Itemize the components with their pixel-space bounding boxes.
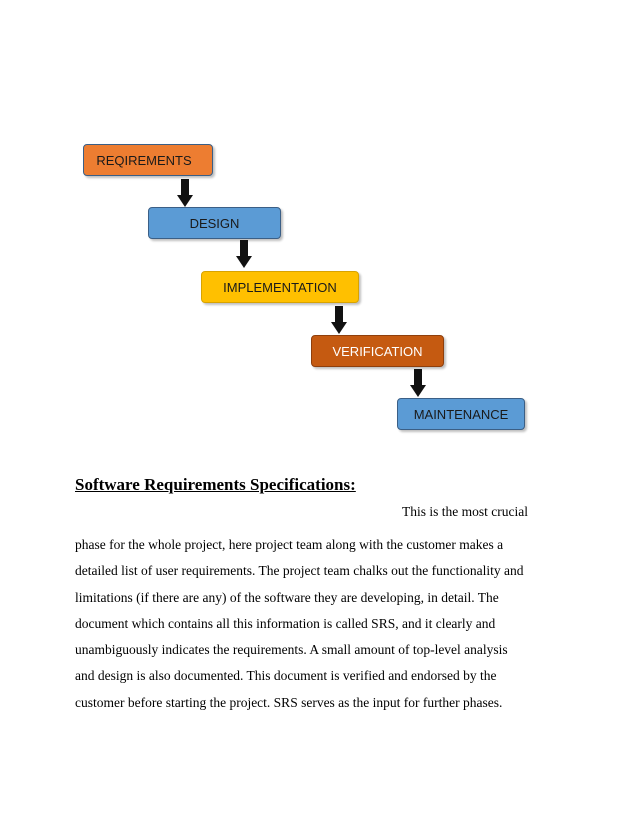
requirements-box xyxy=(83,144,213,176)
requirements-label: REQIREMENTS xyxy=(96,152,192,168)
section-heading: Software Requirements Specifications: xyxy=(75,475,356,494)
maintenance-box xyxy=(397,398,525,430)
paragraph-first-fragment: This is the most crucial xyxy=(402,504,528,519)
down-arrow-icon xyxy=(410,369,426,399)
paragraph-line: detailed list of user requirements. The project team chalks out the functionality and xyxy=(75,563,524,579)
paragraph-line: limitations (if there are any) of the software they are developing, in detail. The xyxy=(75,589,499,605)
paragraph-line: unambiguously indicates the requirements. A small amount of top-level analysis xyxy=(75,642,508,658)
maintenance-label: MAINTENANCE xyxy=(413,406,509,422)
implementation-label: IMPLEMENTATION xyxy=(223,279,337,295)
paragraph-line: phase for the whole project, here project team along with the customer makes a xyxy=(75,537,504,552)
paragraph xyxy=(75,532,565,716)
verification-box xyxy=(311,335,444,367)
design-label: DESIGN xyxy=(189,215,240,231)
down-arrow-icon xyxy=(331,306,347,336)
implementation-box xyxy=(201,271,359,303)
paragraph-line: and design is also documented. This document is verified and endorsed by the xyxy=(75,668,497,684)
paragraph-line: customer before starting the project. SRS serves as the input for further phases. xyxy=(75,694,503,710)
design-box xyxy=(148,207,281,239)
verification-label: VERIFICATION xyxy=(332,343,423,359)
down-arrow-icon xyxy=(236,240,252,270)
down-arrow-icon xyxy=(177,179,193,209)
paragraph-line: document which contains all this information is called SRS, and it clearly and xyxy=(75,615,496,631)
